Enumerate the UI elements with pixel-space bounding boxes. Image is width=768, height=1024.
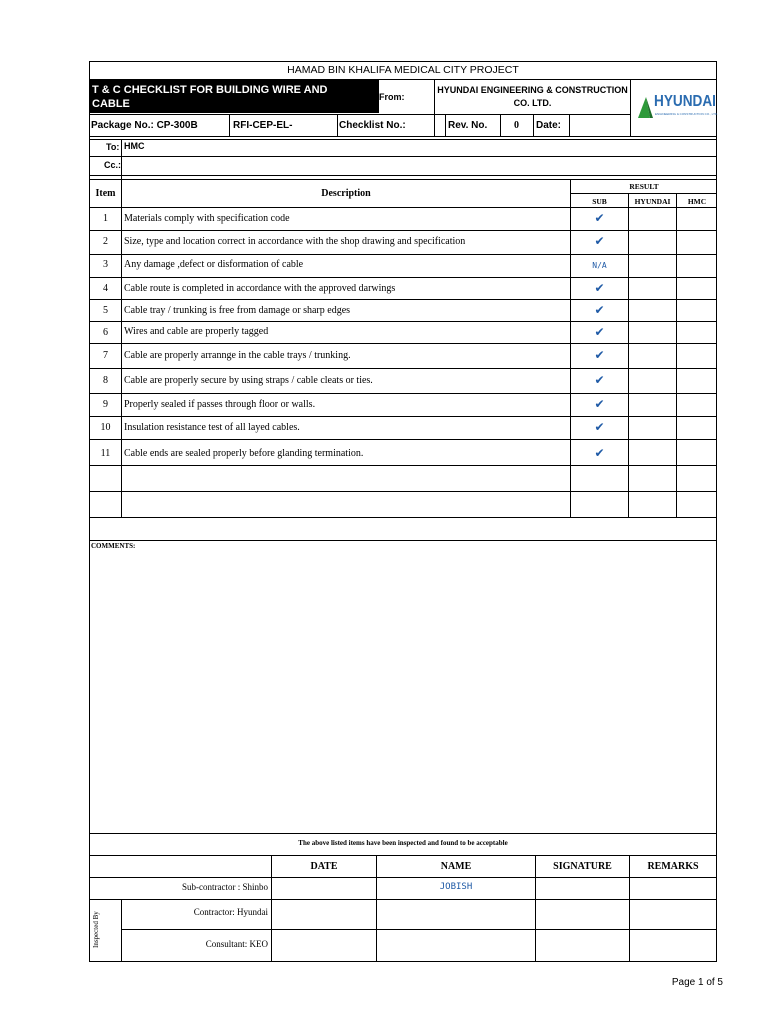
row-item: 1: [103, 213, 108, 224]
row-description: Cable are properly arrannge in the cable trays / trunking.: [124, 350, 351, 361]
sub-checkmark: ✔: [594, 281, 605, 295]
row-item: 2: [103, 236, 108, 247]
package-number: Package No.: CP-300B: [91, 120, 198, 131]
name-header: NAME: [440, 861, 472, 872]
row-item: 11: [100, 448, 111, 459]
sub-checkmark: ✔: [594, 303, 605, 317]
row-item: 8: [103, 375, 108, 386]
to-label: To:: [106, 142, 120, 152]
from-company-line2: CO. LTD.: [513, 98, 552, 108]
sub-checkmark: ✔: [594, 420, 605, 434]
hmc-header: HMC: [687, 197, 707, 206]
subcontractor-name: JOBISH: [439, 882, 473, 892]
inspection-statement: The above listed items have been inspected and found to be acceptable: [298, 839, 508, 847]
sub-checkmark: ✔: [594, 325, 605, 339]
cc-label: Cc.:: [104, 160, 122, 170]
sub-na-mark: N/A: [592, 261, 607, 270]
sub-checkmark: ✔: [594, 211, 605, 225]
row-description: Properly sealed if passes through floor or walls.: [124, 399, 316, 410]
rev-value: 0: [514, 120, 519, 131]
row-item: 6: [103, 327, 108, 338]
rev-label: Rev. No.: [448, 120, 488, 131]
remarks-header: REMARKS: [647, 861, 699, 872]
row-item: 5: [103, 305, 108, 316]
row-item: 9: [103, 399, 108, 410]
project-title: HAMAD BIN KHALIFA MEDICAL CITY PROJECT: [287, 64, 519, 76]
checklist-number-label: Checklist No.:: [339, 120, 406, 131]
from-label: From:: [379, 92, 405, 102]
checklist-form: [89, 61, 717, 962]
logo-subtext: ENGINEERING & CONSTRUCTION CO., LTD.: [655, 112, 718, 116]
row-item: 7: [103, 350, 108, 361]
sub-checkmark: ✔: [594, 397, 605, 411]
from-company: [435, 84, 630, 110]
row-description: Cable route is completed in accordance with the approved darwings: [124, 283, 396, 294]
hyundai-logo: [636, 92, 716, 122]
form-title: [90, 80, 379, 113]
sub-checkmark: ✔: [594, 446, 605, 460]
description-header: Description: [321, 188, 371, 199]
signature-header: SIGNATURE: [553, 861, 612, 872]
inspected-by-label: Inspected By: [92, 911, 100, 949]
row-description: Wires and cable are properly tagged: [124, 326, 269, 337]
form-title-line2: CABLE: [92, 98, 130, 110]
result-header: RESULT: [629, 182, 659, 191]
row-item: 3: [103, 259, 108, 270]
sub-checkmark: ✔: [594, 373, 605, 387]
sub-checkmark: ✔: [594, 234, 605, 248]
contractor-label: Contractor: Hyundai: [193, 907, 268, 917]
row-description: Cable tray / trunking is free from damage or sharp edges: [124, 305, 351, 316]
form-title-line1: T & C CHECKLIST FOR BUILDING WIRE AND: [92, 84, 328, 96]
page-number: Page 1 of 5: [671, 977, 723, 988]
row-description: Size, type and location correct in accordance with the shop drawing and specification: [124, 236, 466, 247]
sub-checkmark: ✔: [594, 348, 605, 362]
row-item: 4: [103, 283, 108, 294]
row-description: Insulation resistance test of all layed cables.: [124, 422, 300, 433]
row-description: Any damage ,defect or disformation of cable: [124, 259, 304, 270]
row-item: 10: [100, 422, 111, 433]
date-label: Date:: [536, 120, 562, 131]
sub-header: SUB: [592, 197, 607, 206]
consultant-label: Consultant: KEO: [205, 939, 268, 949]
row-description: Cable ends are sealed properly before glanding termination.: [124, 448, 364, 459]
hyundai-header: HYUNDAI: [634, 197, 671, 206]
row-description: Cable are properly secure by using straps / cable cleats or ties.: [124, 375, 373, 386]
row-description: Materials comply with specification code: [124, 213, 290, 224]
rfi-number: RFI-CEP-EL-: [233, 120, 293, 131]
to-value: HMC: [124, 141, 145, 151]
comments-label: COMMENTS:: [91, 542, 136, 550]
logo-text: HYUNDAI: [654, 93, 716, 110]
subcontractor-label: Sub-contractor : Shinbo: [182, 882, 268, 892]
date-header: DATE: [310, 861, 338, 872]
item-header: Item: [95, 188, 116, 199]
from-company-line1: HYUNDAI ENGINEERING & CONSTRUCTION: [437, 85, 628, 95]
